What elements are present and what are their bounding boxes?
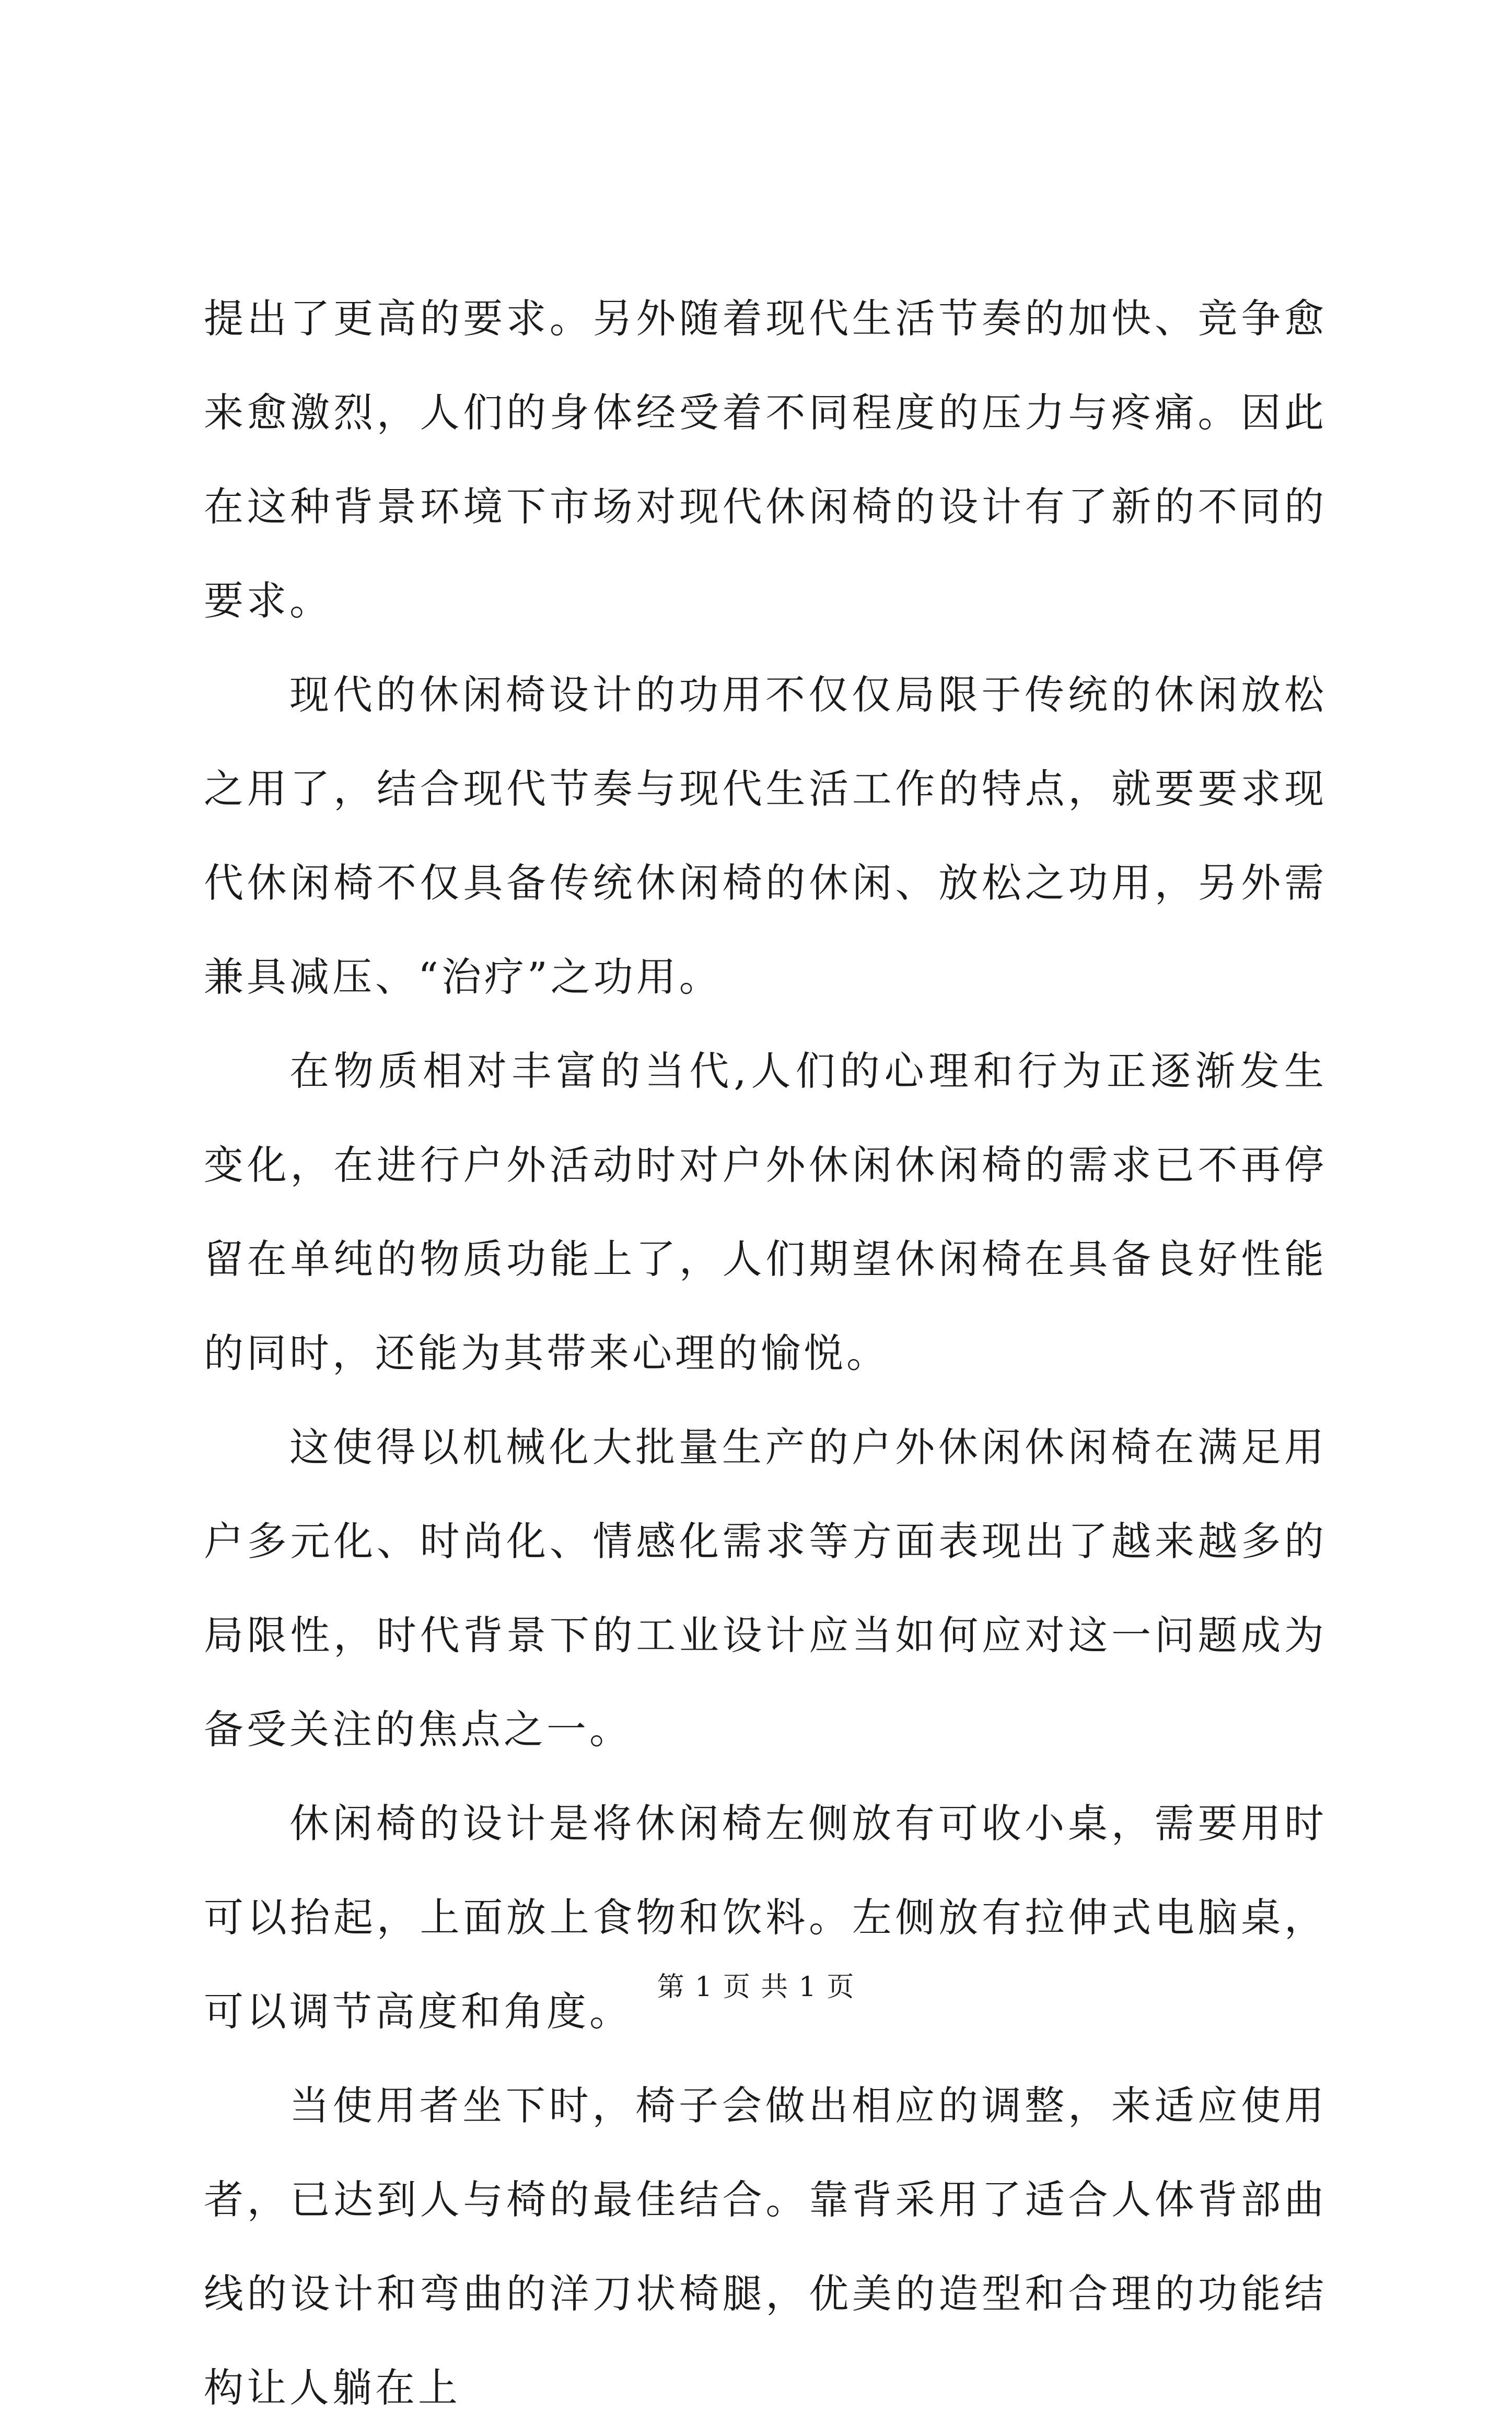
page-number-footer: 第 1 页 共 1 页 (657, 1972, 855, 2003)
paragraph-1: 提出了更高的要求。另外随着现代生活节奏的加快、竞争愈来愈激烈，人们的身体经受着不同程度的压力与疼痛。因此在这种背景环境下市场对现代休闲椅的设计有了新的不同的要求。 (204, 295, 1327, 624)
paragraph-4: 这使得以机械化大批量生产的户外休闲休闲椅在满足用户多元化、时尚化、情感化需求等方面表现出了越来越多的局限性，时代背景下的工业设计应当如何应对这一问题成为备受关注的焦点之一。 (204, 1424, 1327, 1753)
paragraph-6: 当使用者坐下时，椅子会做出相应的调整，来适应使用者，已达到人与椅的最佳结合。靠背采用了适合人体背部曲线的设计和弯曲的洋刀状椅腿，优美的造型和合理的功能结构让人躺在上 (204, 2082, 1327, 2411)
document-body (204, 272, 1327, 2435)
paragraph-5: 休闲椅的设计是将休闲椅左侧放有可收小桌，需要用时可以抬起，上面放上食物和饮料。左侧放有拉伸式电脑桌，可以调节高度和角度。 (204, 1800, 1327, 2035)
paragraph-3: 在物质相对丰富的当代,人们的心理和行为正逐渐发生变化，在进行户外活动时对户外休闲休闲椅的需求已不再停留在单纯的物质功能上了，人们期望休闲椅在具备良好性能的同时，还能为其带来心理的愉悦。 (204, 1048, 1327, 1376)
paragraph-2: 现代的休闲椅设计的功用不仅仅局限于传统的休闲放松之用了，结合现代节奏与现代生活工作的特点，就要要求现代休闲椅不仅具备传统休闲椅的休闲、放松之功用，另外需兼具减压、“治疗”之功用。 (204, 671, 1327, 1000)
